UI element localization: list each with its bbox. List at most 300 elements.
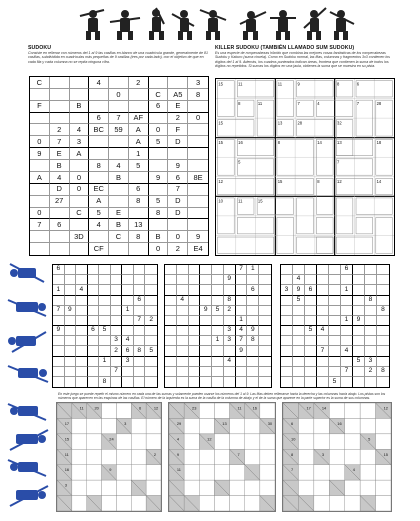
sudoku-cell[interactable] (377, 285, 389, 295)
sudoku-cell[interactable]: 9 (236, 346, 248, 356)
sudoku-cell[interactable] (247, 306, 259, 316)
sudoku-cell[interactable]: E (168, 101, 188, 113)
sudoku-cell[interactable] (259, 357, 271, 367)
sudoku-cell[interactable] (188, 184, 208, 196)
kakuro-cell[interactable] (298, 434, 313, 449)
sudoku-cell[interactable]: 9 (293, 285, 305, 295)
sudoku-cell[interactable] (200, 326, 212, 336)
sudoku-cell[interactable] (188, 160, 208, 172)
sudoku-cell[interactable]: 1 (247, 265, 259, 275)
sudoku-cell[interactable] (76, 275, 88, 285)
sudoku-cell[interactable]: 7 (109, 113, 129, 125)
sudoku-cell[interactable] (353, 367, 365, 377)
sudoku-cell[interactable] (329, 296, 341, 306)
sudoku-cell[interactable] (70, 89, 90, 101)
sudoku-cell[interactable] (76, 306, 88, 316)
kakuro-cell[interactable] (260, 480, 275, 495)
sudoku-cell[interactable]: 0 (109, 89, 129, 101)
sudoku-cell[interactable] (53, 377, 65, 387)
sudoku-cell[interactable] (50, 89, 70, 101)
sudoku-cell[interactable] (377, 357, 389, 367)
sudoku-cell[interactable] (317, 275, 329, 285)
sudoku-cell[interactable] (76, 346, 88, 356)
sudoku-cell[interactable]: 7 (341, 367, 353, 377)
sudoku-cell[interactable]: A (70, 148, 90, 160)
sudoku-cell[interactable] (89, 101, 109, 113)
sudoku-cell[interactable]: 6 (247, 285, 259, 295)
sudoku-cell[interactable] (212, 275, 224, 285)
sudoku-cell[interactable] (76, 265, 88, 275)
kakuro-cell[interactable] (345, 418, 360, 433)
sudoku-cell[interactable] (145, 275, 157, 285)
kakuro-cell[interactable] (245, 496, 260, 511)
sudoku-cell[interactable] (353, 285, 365, 295)
sudoku-cell[interactable] (293, 346, 305, 356)
sudoku-cell[interactable] (353, 265, 365, 275)
sudoku-cell[interactable] (212, 265, 224, 275)
sudoku-cell[interactable]: 9 (30, 148, 50, 160)
kakuro-cell[interactable] (87, 418, 102, 433)
sudoku-cell[interactable] (377, 326, 389, 336)
sudoku-cell[interactable]: 2 (129, 77, 149, 89)
sudoku-cell[interactable] (377, 336, 389, 346)
sudoku-cell[interactable]: 3 (70, 136, 90, 148)
sudoku-cell[interactable] (188, 124, 208, 136)
kakuro-cell[interactable] (214, 449, 229, 464)
sudoku-cell[interactable]: 0 (70, 172, 90, 184)
sudoku-cell[interactable]: B (109, 219, 129, 231)
sudoku-cell[interactable] (111, 326, 123, 336)
kakuro-cell[interactable] (72, 496, 87, 511)
sudoku-cell[interactable] (259, 346, 271, 356)
kakuro-cell[interactable] (260, 449, 275, 464)
kakuro-cell[interactable] (314, 434, 329, 449)
sudoku-cell[interactable] (247, 377, 259, 387)
sudoku-cell[interactable]: 9 (200, 306, 212, 316)
sudoku-cell[interactable] (88, 367, 100, 377)
kakuro-cell[interactable] (230, 496, 245, 511)
sudoku-cell[interactable] (122, 316, 134, 326)
kakuro-cell[interactable] (329, 465, 344, 480)
sudoku-cell[interactable] (177, 285, 189, 295)
sudoku-cell[interactable] (188, 219, 208, 231)
sudoku-cell[interactable]: 9 (224, 275, 236, 285)
sudoku-cell[interactable] (353, 275, 365, 285)
sudoku-cell[interactable]: 6 (89, 113, 109, 125)
sudoku-cell[interactable]: 0 (149, 124, 169, 136)
sudoku-cell[interactable] (50, 101, 70, 113)
sudoku-cell[interactable] (281, 357, 293, 367)
sudoku-cell[interactable]: 0 (70, 184, 90, 196)
sudoku-cell[interactable] (88, 357, 100, 367)
sudoku-cell[interactable]: 2 (168, 243, 188, 255)
sudoku-cell[interactable] (200, 285, 212, 295)
kakuro-cell[interactable] (345, 496, 360, 511)
sudoku-cell[interactable]: A (89, 196, 109, 208)
sudoku-cell[interactable] (341, 357, 353, 367)
sudoku-cell[interactable]: 4 (236, 326, 248, 336)
kakuro-cell[interactable] (376, 480, 391, 495)
sudoku-cell[interactable] (365, 346, 377, 356)
sudoku-cell[interactable] (212, 285, 224, 295)
sudoku-cell[interactable] (70, 196, 90, 208)
sudoku-cell[interactable]: 5 (305, 326, 317, 336)
sudoku-cell[interactable] (122, 296, 134, 306)
sudoku-cell[interactable] (165, 296, 177, 306)
sudoku-cell[interactable] (134, 306, 146, 316)
sudoku-cell[interactable]: 5 (149, 136, 169, 148)
sudoku-cell[interactable]: 3 (122, 357, 134, 367)
sudoku-cell[interactable] (224, 377, 236, 387)
sudoku-cell[interactable]: 3 (188, 77, 208, 89)
sudoku-cell[interactable] (189, 285, 201, 295)
kakuro-cell[interactable] (116, 449, 131, 464)
sudoku-cell[interactable]: 1 (53, 285, 65, 295)
sudoku-cell[interactable] (122, 285, 134, 295)
sudoku-cell[interactable] (134, 275, 146, 285)
kakuro-cell[interactable] (199, 449, 214, 464)
sudoku-cell[interactable] (341, 377, 353, 387)
sudoku-cell[interactable] (145, 357, 157, 367)
sudoku-cell[interactable]: 8 (129, 196, 149, 208)
sudoku-cell[interactable] (134, 367, 146, 377)
sudoku-cell[interactable] (149, 219, 169, 231)
kakuro-cell[interactable] (102, 403, 117, 418)
kakuro-cell[interactable] (146, 480, 161, 495)
sudoku-cell[interactable]: 4 (50, 172, 70, 184)
sudoku-cell[interactable] (76, 377, 88, 387)
sudoku-cell[interactable] (134, 285, 146, 295)
sudoku-cell[interactable] (329, 285, 341, 295)
sudoku-cell[interactable] (165, 306, 177, 316)
kakuro-cell[interactable] (260, 434, 275, 449)
sudoku-cell[interactable] (377, 377, 389, 387)
kakuro-cell[interactable] (199, 418, 214, 433)
sudoku-cell[interactable] (224, 265, 236, 275)
sudoku-cell[interactable] (129, 243, 149, 255)
sudoku-cell[interactable] (99, 296, 111, 306)
sudoku-cell[interactable]: 8 (129, 231, 149, 243)
kakuro-cell[interactable] (214, 403, 229, 418)
sudoku-cell[interactable] (50, 113, 70, 125)
sudoku-cell[interactable] (111, 296, 123, 306)
sudoku-cell[interactable] (111, 275, 123, 285)
sudoku-cell[interactable]: 8 (247, 336, 259, 346)
sudoku-cell[interactable] (111, 377, 123, 387)
sudoku-cell[interactable] (109, 77, 129, 89)
sudoku-cell[interactable]: 4 (341, 346, 353, 356)
kakuro-cell[interactable] (146, 465, 161, 480)
sudoku-cell[interactable]: AF (129, 113, 149, 125)
kakuro-cell[interactable] (72, 465, 87, 480)
sudoku-cell[interactable]: F (30, 101, 50, 113)
sudoku-cell[interactable] (65, 285, 77, 295)
kakuro-cell[interactable] (376, 434, 391, 449)
sudoku-cell[interactable] (76, 296, 88, 306)
sudoku-cell[interactable] (247, 346, 259, 356)
sudoku-cell[interactable] (353, 306, 365, 316)
sudoku-cell[interactable] (305, 377, 317, 387)
sudoku-cell[interactable] (99, 265, 111, 275)
sudoku-cell[interactable] (149, 148, 169, 160)
sudoku-cell[interactable]: 0 (30, 136, 50, 148)
kakuro-cell[interactable] (345, 449, 360, 464)
sudoku-cell[interactable] (99, 336, 111, 346)
sudoku-cell[interactable] (281, 316, 293, 326)
sudoku-cell[interactable] (111, 357, 123, 367)
sudoku-cell[interactable] (53, 275, 65, 285)
sudoku-cell[interactable]: 9 (53, 326, 65, 336)
sudoku-cell[interactable] (70, 219, 90, 231)
sudoku-cell[interactable] (30, 113, 50, 125)
sudoku-cell[interactable]: 5 (129, 160, 149, 172)
sudoku-cell[interactable]: A (129, 136, 149, 148)
sudoku-cell[interactable]: E (50, 148, 70, 160)
sudoku-cell[interactable]: 6 (341, 265, 353, 275)
kakuro-cell[interactable] (102, 449, 117, 464)
kakuro-cell[interactable] (298, 449, 313, 464)
sudoku-cell[interactable] (165, 326, 177, 336)
sudoku-cell[interactable]: 0 (168, 231, 188, 243)
sudoku-cell[interactable] (134, 336, 146, 346)
sudoku-cell[interactable] (224, 367, 236, 377)
sudoku-cell[interactable] (122, 326, 134, 336)
sudoku-cell[interactable]: 7 (236, 336, 248, 346)
sudoku-cell[interactable] (30, 160, 50, 172)
kakuro-cell[interactable] (72, 418, 87, 433)
sudoku-cell[interactable] (189, 316, 201, 326)
sudoku-cell[interactable]: 7 (111, 367, 123, 377)
kakuro-cell[interactable] (116, 434, 131, 449)
sudoku-cell[interactable]: 4 (89, 77, 109, 89)
sudoku-cell[interactable]: 1 (99, 357, 111, 367)
kakuro-cell[interactable] (245, 449, 260, 464)
kakuro-cell[interactable] (298, 418, 313, 433)
sudoku-cell[interactable] (212, 326, 224, 336)
kakuro-cell[interactable] (131, 434, 146, 449)
sudoku-cell[interactable] (65, 296, 77, 306)
sudoku-cell[interactable]: 5 (212, 306, 224, 316)
sudoku-cell[interactable]: 3 (224, 336, 236, 346)
sudoku-cell[interactable]: 3 (281, 285, 293, 295)
sudoku-cell[interactable] (247, 316, 259, 326)
sudoku-cell[interactable] (177, 336, 189, 346)
sudoku-cell[interactable]: 1 (341, 316, 353, 326)
sudoku-cell[interactable] (177, 357, 189, 367)
sudoku-cell[interactable]: 4 (76, 285, 88, 295)
sudoku-cell[interactable]: 9 (65, 306, 77, 316)
sudoku-cell[interactable] (134, 377, 146, 387)
sudoku-cell[interactable] (149, 184, 169, 196)
sudoku-cell[interactable] (109, 101, 129, 113)
sudoku-cell[interactable]: C (30, 77, 50, 89)
sudoku-cell[interactable] (247, 296, 259, 306)
sudoku-cell[interactable] (53, 316, 65, 326)
sudoku-cell[interactable]: 8 (224, 296, 236, 306)
sudoku-cell[interactable] (99, 346, 111, 356)
sudoku-cell[interactable]: A (129, 124, 149, 136)
sudoku-cell[interactable] (329, 306, 341, 316)
sudoku-cell[interactable] (65, 275, 77, 285)
sudoku-cell[interactable] (145, 285, 157, 295)
kakuro-cell[interactable] (230, 418, 245, 433)
sudoku-cell[interactable] (188, 148, 208, 160)
sudoku-cell[interactable] (145, 296, 157, 306)
sudoku-cell[interactable]: A5 (168, 89, 188, 101)
sudoku-cell[interactable] (365, 265, 377, 275)
sudoku-cell[interactable] (189, 367, 201, 377)
sudoku-cell[interactable] (65, 336, 77, 346)
sudoku-cell[interactable] (293, 367, 305, 377)
kakuro-cell[interactable] (184, 434, 199, 449)
sudoku-cell[interactable]: 7 (236, 265, 248, 275)
kakuro-cell[interactable] (146, 418, 161, 433)
sudoku-cell[interactable] (70, 77, 90, 89)
sudoku-cell[interactable] (65, 367, 77, 377)
kakuro-cell[interactable] (214, 434, 229, 449)
sudoku-cell[interactable] (76, 326, 88, 336)
sudoku-cell[interactable] (259, 285, 271, 295)
sudoku-cell[interactable] (189, 357, 201, 367)
sudoku-cell[interactable]: 4 (317, 326, 329, 336)
sudoku-cell[interactable] (145, 265, 157, 275)
sudoku-cell[interactable] (111, 265, 123, 275)
sudoku-cell[interactable]: B (149, 231, 169, 243)
sudoku-cell[interactable] (65, 357, 77, 367)
sudoku-cell[interactable] (259, 316, 271, 326)
sudoku-cell[interactable] (247, 367, 259, 377)
sudoku-cell[interactable] (129, 89, 149, 101)
sudoku-cell[interactable] (236, 306, 248, 316)
kakuro-cell[interactable] (184, 449, 199, 464)
sudoku-cell[interactable] (129, 172, 149, 184)
sudoku-cell[interactable]: 27 (50, 196, 70, 208)
sudoku-cell[interactable] (341, 336, 353, 346)
sudoku-cell[interactable] (168, 148, 188, 160)
sudoku-cell[interactable] (281, 367, 293, 377)
sudoku-cell[interactable] (212, 357, 224, 367)
sudoku-cell[interactable] (200, 367, 212, 377)
sudoku-cell[interactable]: 0 (149, 243, 169, 255)
sudoku-cell[interactable]: 2 (224, 306, 236, 316)
sudoku-cell[interactable] (177, 316, 189, 326)
sudoku-cell[interactable] (305, 346, 317, 356)
sudoku-cell[interactable] (165, 275, 177, 285)
kakuro-cell[interactable] (260, 465, 275, 480)
sudoku-cell[interactable] (236, 285, 248, 295)
kakuro-cell[interactable] (245, 434, 260, 449)
sudoku-cell[interactable]: 8 (149, 208, 169, 220)
sudoku-cell[interactable] (88, 306, 100, 316)
sudoku-cell[interactable] (129, 208, 149, 220)
sudoku-cell[interactable]: E (109, 208, 129, 220)
sudoku-cell[interactable] (353, 377, 365, 387)
sudoku-cell[interactable]: 0 (30, 208, 50, 220)
sudoku-cell[interactable]: 7 (134, 316, 146, 326)
sudoku-cell[interactable] (70, 113, 90, 125)
kakuro-cell[interactable] (184, 480, 199, 495)
kakuro-cell[interactable] (87, 434, 102, 449)
kakuro-cell[interactable] (199, 403, 214, 418)
sudoku-cell[interactable] (53, 336, 65, 346)
kakuro-cell[interactable] (116, 465, 131, 480)
sudoku-cell[interactable] (329, 326, 341, 336)
sudoku-cell[interactable]: 9 (188, 231, 208, 243)
sudoku-cell[interactable] (365, 285, 377, 295)
sudoku-cell[interactable] (111, 306, 123, 316)
kakuro-cell[interactable] (87, 449, 102, 464)
sudoku-cell[interactable] (377, 275, 389, 285)
kakuro-cell[interactable] (329, 434, 344, 449)
sudoku-cell[interactable]: 8E (188, 172, 208, 184)
sudoku-cell[interactable]: C (70, 208, 90, 220)
sudoku-cell[interactable] (259, 275, 271, 285)
sudoku-cell[interactable]: 6 (134, 296, 146, 306)
sudoku-cell[interactable] (365, 377, 377, 387)
sudoku-cell[interactable] (30, 243, 50, 255)
sudoku-cell[interactable] (189, 296, 201, 306)
sudoku-cell[interactable] (329, 336, 341, 346)
sudoku-cell[interactable] (99, 367, 111, 377)
sudoku-cell[interactable]: 4 (177, 296, 189, 306)
sudoku-cell[interactable]: 6 (50, 219, 70, 231)
sudoku-cell[interactable] (109, 136, 129, 148)
kakuro-cell[interactable] (72, 480, 87, 495)
kakuro-cell[interactable] (314, 418, 329, 433)
kakuro-cell[interactable] (245, 418, 260, 433)
sudoku-cell[interactable] (89, 136, 109, 148)
sudoku-cell[interactable] (88, 316, 100, 326)
sudoku-cell[interactable] (317, 336, 329, 346)
sudoku-cell[interactable] (377, 265, 389, 275)
sudoku-cell[interactable] (377, 296, 389, 306)
sudoku-cell[interactable]: 1 (129, 148, 149, 160)
sudoku-cell[interactable] (109, 243, 129, 255)
sudoku-cell[interactable]: 8 (188, 89, 208, 101)
sudoku-cell[interactable] (134, 326, 146, 336)
sudoku-cell[interactable]: D (168, 196, 188, 208)
kakuro-cell[interactable] (72, 434, 87, 449)
kakuro-cell[interactable] (116, 496, 131, 511)
sudoku-cell[interactable] (30, 124, 50, 136)
sudoku-cell[interactable] (200, 346, 212, 356)
sudoku-cell[interactable]: 7 (53, 306, 65, 316)
sudoku-cell[interactable] (259, 306, 271, 316)
sudoku-cell[interactable] (259, 377, 271, 387)
sudoku-cell[interactable]: 4 (293, 275, 305, 285)
kakuro-cell[interactable] (230, 465, 245, 480)
kakuro-cell[interactable] (230, 434, 245, 449)
sudoku-cell[interactable]: 9 (247, 326, 259, 336)
sudoku-cell[interactable]: 4 (224, 357, 236, 367)
sudoku-cell[interactable]: 59 (109, 124, 129, 136)
sudoku-cell[interactable] (177, 367, 189, 377)
sudoku-cell[interactable] (165, 357, 177, 367)
sudoku-cell[interactable] (329, 367, 341, 377)
sudoku-cell[interactable] (177, 377, 189, 387)
sudoku-cell[interactable] (365, 316, 377, 326)
sudoku-cell[interactable] (200, 336, 212, 346)
sudoku-cell[interactable] (30, 231, 50, 243)
sudoku-cell[interactable] (236, 275, 248, 285)
kakuro-cell[interactable] (72, 449, 87, 464)
sudoku-cell[interactable]: 2 (168, 113, 188, 125)
kakuro-cell[interactable] (329, 496, 344, 511)
sudoku-cell[interactable] (177, 346, 189, 356)
sudoku-cell[interactable] (247, 357, 259, 367)
sudoku-cell[interactable] (111, 316, 123, 326)
sudoku-cell[interactable]: 7 (317, 346, 329, 356)
